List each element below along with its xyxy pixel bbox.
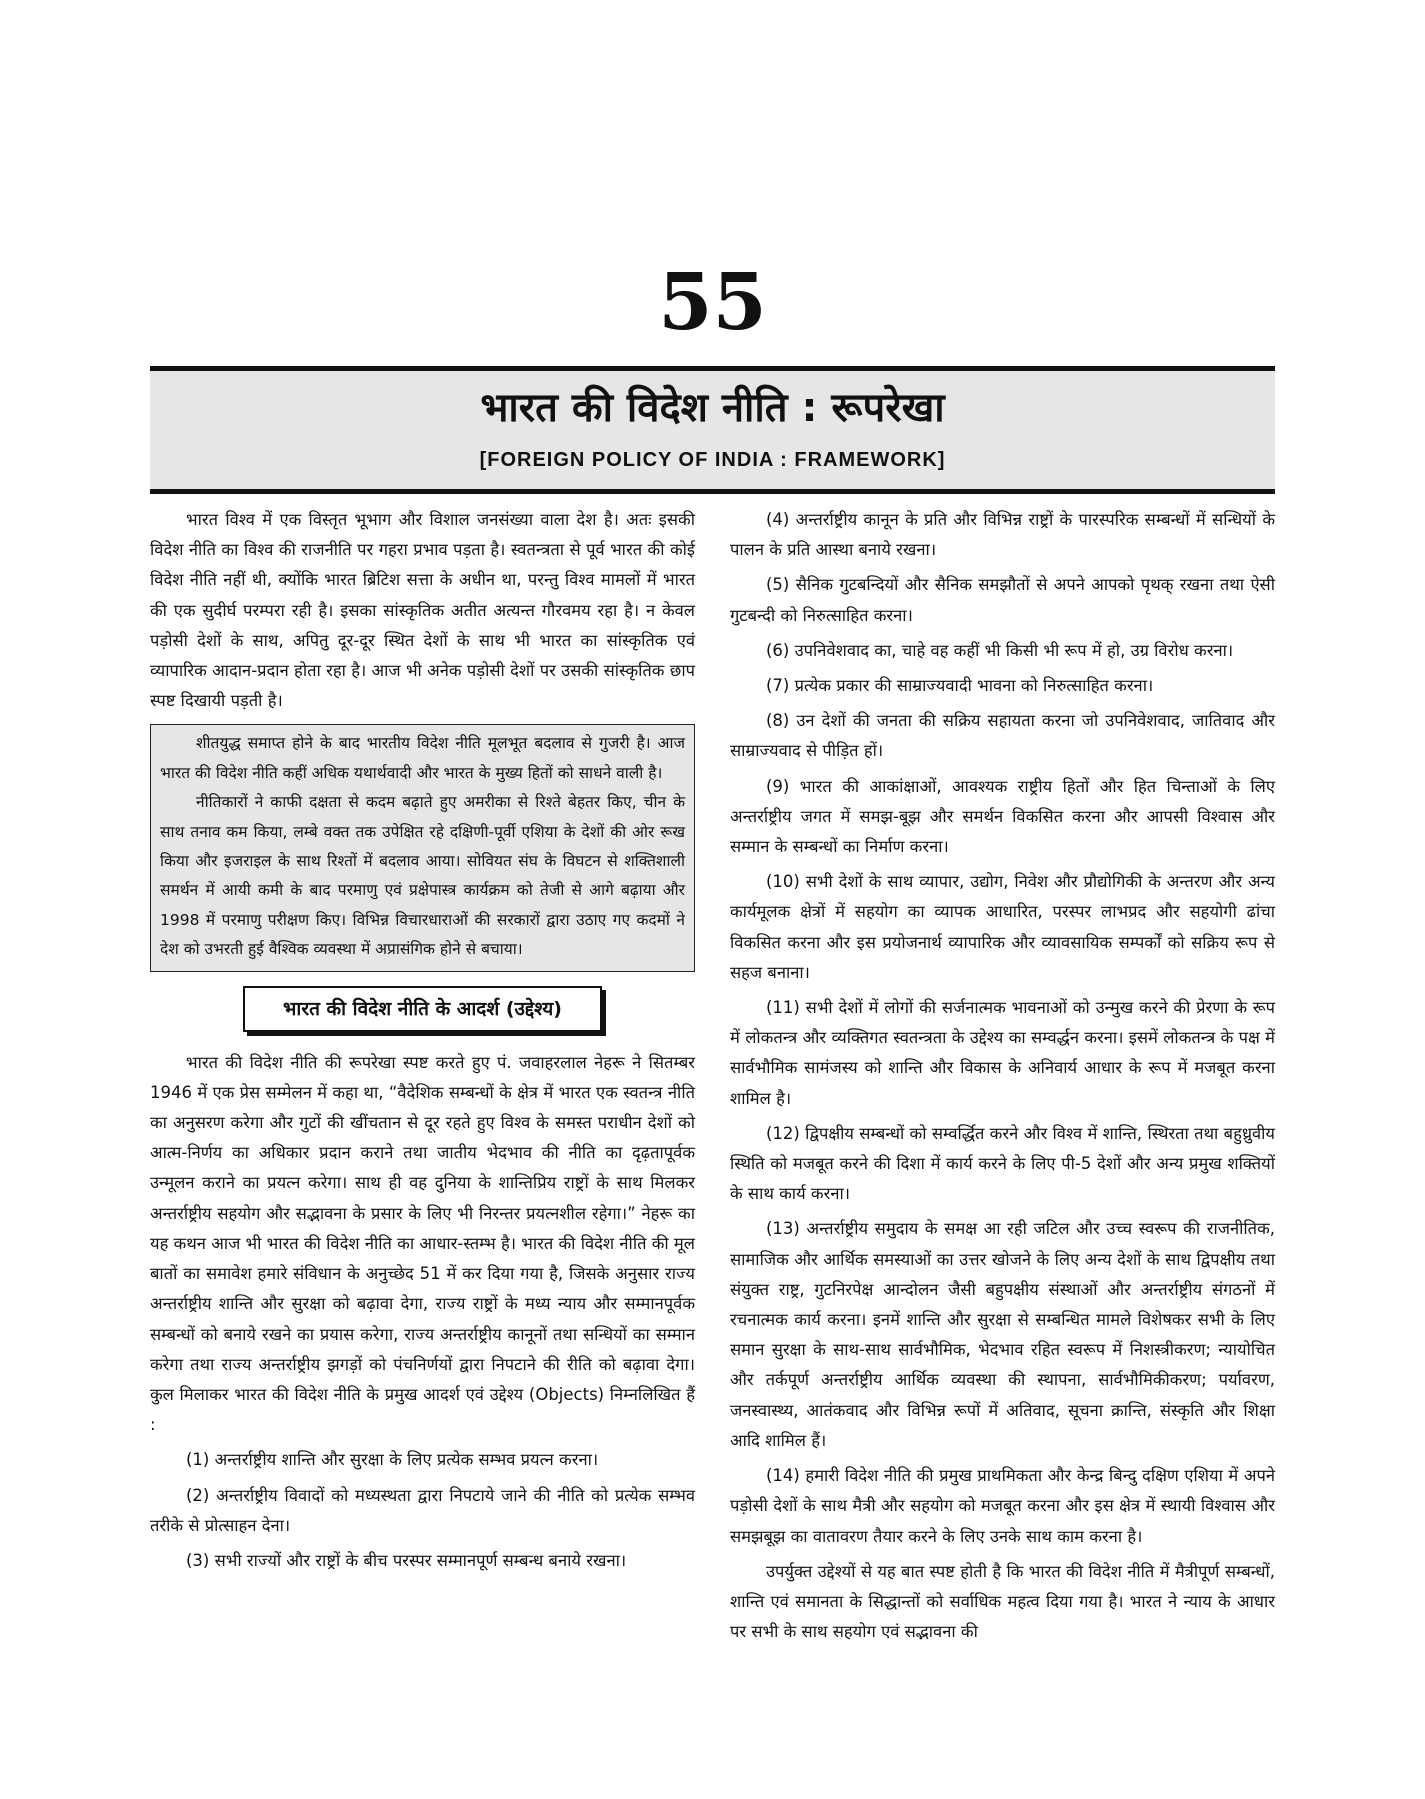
intro-paragraph: भारत विश्व में एक विस्तृत भूभाग और विशाल जनसंख्या वाला देश है। अतः इसकी विदेश नीति का विश्व की राजनीति पर गहरा प्रभाव पड़ता है। स्वतन्त्रता से पूर्व भारत की कोई विदेश नीति नहीं थी, क्योंकि भारत ब्रिटिश सत्ता के अधीन था, परन्तु विश्व मामलों में भारत की एक सुदीर्घ परम्परा रही है। इसका सांस्कृतिक अतीत अत्यन्त गौरवमय रहा है। न केवल पड़ोसी देशों के साथ, अपितु दूर-दूर स्थित देशों के साथ भी भारत का सांस्कृतिक एवं व्यापारिक आदान-प्रदान होता रहा है। आज भी अनेक पड़ोसी देशों पर उसकी सांस्कृतिक छाप स्पष्ट दिखायी पड़ती है। (150, 510, 695, 711)
objective-item: (2) अन्तर्राष्ट्रीय विवादों को मध्यस्थता द्वारा निपटाये जाने की नीति को प्रत्येक सम्भव तरीके से प्रोत्साहन देना। (150, 1485, 695, 1535)
body-paragraph: भारत की विदेश नीति की रूपरेखा स्पष्ट करते हुए पं. जवाहरलाल नेहरू ने सितम्बर 1946 में एक प्रेस सम्मेलन में कहा था, “वैदेशिक सम्बन्धों के क्षेत्र में भारत एक स्वतन्त्र नीति का अनुसरण करेगा और गुटों की खींचतान से दूर रहते हुए विश्व के समस्त पराधीन देशों को आत्म-निर्णय का अधिकार प्रदान कराने तथा जातीय भेदभाव की नीति का दृढ़तापूर्वक उन्मूलन कराने का प्रयत्न करेगा। साथ ही वह दुनिया के शान्तिप्रिय राष्ट्रों के साथ मिलकर अन्तर्राष्ट्रीय सहयोग और सद्भावना के प्रसार के लिए भी निरन्तर प्रयत्नशील रहेगा।” नेहरू का यह कथन आज भी भारत की विदेश नीति का आधार-स्तम्भ है। भारत की विदेश नीति की मूल बातों का समावेश हमारे संविधान के अनुच्छेद 51 में कर दिया गया है, जिसके अनुसार राज्य अन्तर्राष्ट्रीय शान्ति और सुरक्षा को बढ़ावा देगा, राज्य राष्ट्रों के मध्य न्याय और सम्मानपूर्वक सम्बन्धों को बनाये रखने का प्रयास करेगा, राज्य अन्तर्राष्ट्रीय कानूनों तथा सन्धियों का सम्मान करेगा तथा राज्य अन्तर्राष्ट्रीय झगड़ों को पंचनिर्णयों द्वारा निपटाने की रीति को बढ़ावा देगा। कुल मिलाकर भारत की विदेश नीति के प्रमुख आदर्श एवं उद्देश्य (Objects) निम्नलिखित हैं : (150, 1052, 695, 1435)
section-heading: भारत की विदेश नीति के आदर्श (उद्देश्य) (243, 986, 602, 1032)
objective-item: (10) सभी देशों के साथ व्यापार, उद्योग, निवेश और प्रौद्योगिकी के अन्तरण और अन्य कार्यमूलक क्षेत्रों में सहयोग का व्यापक आधारित, परस्पर लाभप्रद और सहयोगी ढांचा विकसित करना और इस प्रयोजनार्थ व्यापारिक और व्यावसायिक सम्पर्कों को सक्रिय रूप से सहज बनाना। (730, 872, 1275, 982)
objective-item: (11) सभी देशों में लोगों की सर्जनात्मक भावनाओं को उन्मुख करने की प्रेरणा के रूप में लोकतन्त्र और व्यक्तिगत स्वतन्त्रता के उद्देश्य का सम्वर्द्धन करना। इसमें लोकतन्त्र के पक्ष में सार्वभौमिक सामंजस्य को शान्ति और विकास के अनिवार्य आधार के रूप में मजबूत करना शामिल है। (730, 998, 1275, 1108)
chapter-title-banner (150, 366, 1275, 494)
objective-item: (3) सभी राज्यों और राष्ट्रों के बीच परस्पर सम्मानपूर्ण सम्बन्ध बनाये रखना। (186, 1550, 627, 1570)
objective-item: (9) भारत की आकांक्षाओं, आवश्यक राष्ट्रीय हितों और हित चिन्ताओं के लिए अन्तर्राष्ट्रीय जगत में समझ-बूझ और समर्थन विकसित करना और आपसी विश्वास और सम्मान के सम्बन्धों का निर्माण करना। (730, 776, 1275, 857)
objective-item: (1) अन्तर्राष्ट्रीय शान्ति और सुरक्षा के लिए प्रत्येक सम्भव प्रयत्न करना। (186, 1450, 599, 1470)
objective-item: (12) द्विपक्षीय सम्बन्धों को सम्वर्द्धित करने और विश्व में शान्ति, स्थिरता तथा बहुध्रुवीय स्थिति को मजबूत करने की दिशा में कार्य करने के लिए पी-5 देशों और अन्य प्रमुख शक्तियों के साथ कार्य करना। (730, 1123, 1275, 1204)
objective-item: (13) अन्तर्राष्ट्रीय समुदाय के समक्ष आ रही जटिल और उच्च स्वरूप की राजनीतिक, सामाजिक और आर्थिक समस्याओं का उत्तर खोजने के लिए अन्य देशों के साथ द्विपक्षीय तथा संयुक्त राष्ट्र, गुटनिरपेक्ष आन्दोलन जैसी बहुपक्षीय संस्थाओं और अन्तर्राष्ट्रीय संगठनों में रचनात्मक कार्य करना। इनमें शान्ति और सुरक्षा से सम्बन्धित मामले विशेषकर सभी के लिए समान सुरक्षा के साथ-साथ सार्वभौमिक, भेदभाव रहित स्वरूप में निशस्त्रीकरण; न्यायोचित और तर्कपूर्ण अन्तर्राष्ट्रीय आर्थिक व्यवस्था की स्थापना, सार्वभौमिकीकरण; पर्यावरण, जनस्वास्थ्य, आतंकवाद और विभिन्न रूपों में अतिवाद, सूचना क्रान्ति, संस्कृति और शिक्षा आदि शामिल हैं। (730, 1219, 1275, 1450)
closing-paragraph: उपर्युक्त उद्देश्यों से यह बात स्पष्ट होती है कि भारत की विदेश नीति में मैत्रीपूर्ण सम्बन्धों, शान्ति एवं समानता के सिद्धान्तों को सर्वाधिक महत्व दिया गया है। भारत ने न्याय के आधार पर सभी के साथ सहयोग एवं सद्भावना की (730, 1561, 1275, 1642)
highlight-paragraph-1: शीतयुद्ध समाप्त होने के बाद भारतीय विदेश नीति मूलभूत बदलाव से गुजरी है। आज भारत की विदेश नीति कहीं अधिक यथार्थवादी और भारत के मुख्य हितों को साधने वाली है। (160, 734, 685, 782)
chapter-title-hindi: भारत की विदेश नीति : रूपरेखा (480, 385, 945, 431)
objective-item: (6) उपनिवेशवाद का, चाहे वह कहीं भी किसी भी रूप में हो, उग्र विरोध करना। (766, 640, 1234, 660)
highlight-paragraph-2: नीतिकारों ने काफी दक्षता से कदम बढ़ाते हुए अमरीका से रिश्ते बेहतर किए, चीन के साथ तनाव कम किया, लम्बे वक्त तक उपेक्षित रहे दक्षिणी-पूर्वी एशिया के देशों की ओर रूख किया और इजराइल के साथ रिश्तों में बदलाव आया। सोवियत संघ के विघटन से शक्तिशाली समर्थन में आयी कमी के बाद परमाणु एवं प्रक्षेपास्त्र कार्यक्रम को तेजी से आगे बढ़ाया और 1998 में परमाणु परीक्षण किए। विभिन्न विचारधाराओं की सरकारों द्वारा उठाए गए कदमों ने देश को उभरती हुई वैश्विक व्यवस्था में अप्रासंगिक होने से बचाया। (160, 793, 685, 959)
left-column (150, 505, 695, 1581)
objective-item: (4) अन्तर्राष्ट्रीय कानून के प्रति और विभिन्न राष्ट्रों के पारस्परिक सम्बन्धों में सन्धियों के पालन के प्रति आस्था बनाये रखना। (730, 510, 1275, 560)
chapter-number: 55 (658, 257, 767, 348)
chapter-title-english: [FOREIGN POLICY OF INDIA : FRAMEWORK] (479, 449, 946, 471)
objective-item: (14) हमारी विदेश नीति की प्रमुख प्राथमिकता और केन्द्र बिन्दु दक्षिण एशिया में अपने पड़ोसी देशों के साथ मैत्री और सहयोग को मजबूत करना और इस क्षेत्र में स्थायी विश्वास और समझबूझ का वातावरण तैयार करने के लिए उनके साथ काम करना है। (730, 1466, 1275, 1546)
right-column (730, 505, 1275, 1652)
highlight-box (150, 724, 695, 971)
objective-item: (5) सैनिक गुटबन्दियों और सैनिक समझौतों से अपने आपको पृथक् रखना तथा ऐसी गुटबन्दी को निरुत्साहित करना। (730, 575, 1275, 625)
objective-item: (8) उन देशों की जनता की सक्रिय सहायता करना जो उपनिवेशवाद, जातिवाद और साम्राज्यवाद से पीड़ित हों। (730, 711, 1275, 761)
objective-item: (7) प्रत्येक प्रकार की साम्राज्यवादी भावना को निरुत्साहित करना। (766, 676, 1154, 696)
